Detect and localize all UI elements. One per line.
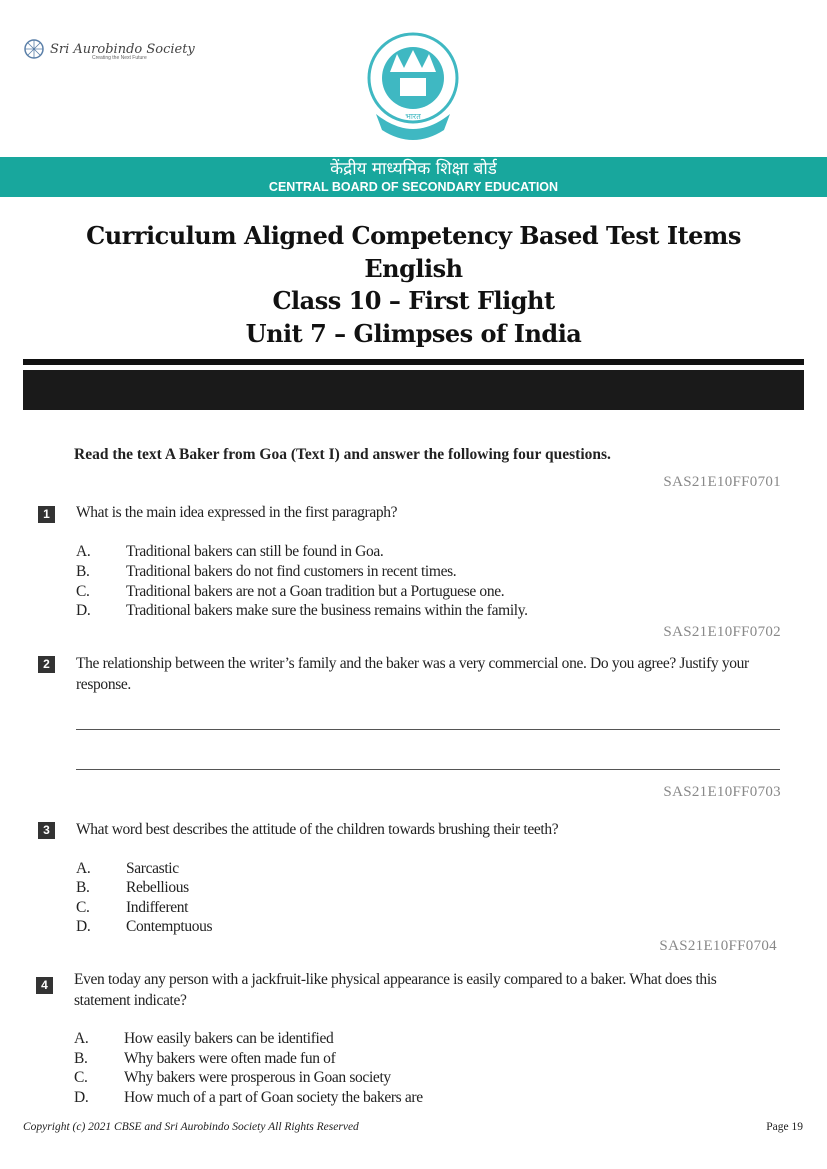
question-text: Even today any person with a jackfruit-like physical appearance is easily compared to a baker. What does this statement indicate?: [74, 971, 717, 1009]
question-text: What is the main idea expressed in the first paragraph?: [76, 504, 398, 521]
divider: [23, 359, 804, 365]
unit-title: Unit 7 – Glimpses of India: [245, 318, 582, 348]
title-line: Curriculum Aligned Competency Based Test Items: [86, 221, 741, 250]
question-number: 1: [38, 506, 55, 523]
page-number: Page 19: [766, 1121, 803, 1133]
instruction: Read the text A Baker from Goa (Text I) and answer the following four questions.: [74, 446, 611, 463]
banner-english: CENTRAL BOARD OF SECONDARY EDUCATION: [268, 180, 559, 194]
worksheet-page: Sri Aurobindo Society Creating the Next Future भारत केंद्रीय माध्यमिक शिक्षा बोर्ड CENTRAL BOARD OF SECONDARY EDUCATION Curriculum Aligned Competency Based Test Items English Class 10 – First Flight Unit 7 – Glimpses of India Read the text A Baker from Goa (Text I) and answer the following four questions. SAS21E10FF0701 1 What is the main idea expressed in the first paragraph? A. Traditional bakers can still be found in Goa. B. Traditional bakers do not find customers in recent times. C. Traditional bakers are not a Goan tradition but a Portuguese one. D. Traditional bakers make sure the business remains within the family. SAS21E10FF0702 2 The relationship between the writer’s family and the baker was a very commercial one. Do you agree? Justify your response. SAS21E10FF0703 3 What word best describes the attitude of the children towards brushing their teeth? A. Sarcastic B. Rebellious C. Indifferent D. Contemptuous SAS21E10FF0704 4 Even today any person with a jackfruit-like physical appearance is easily compared to a baker. What does this statement indicate? A. How easily bakers can be identified B. Why bakers were often made fun of C. Why bakers were prosperous in Goan society D. How much of a part of Goan society the bakers are Copyright (c) 2021 CBSE and Sri Aurobindo Society All Rights Reserved Page 19: [0, 0, 827, 1169]
svg-text:भारत: भारत: [405, 112, 421, 121]
document-title: [0, 220, 827, 350]
black-bar: [23, 370, 804, 410]
globe-icon: [22, 38, 46, 60]
banner-hindi: केंद्रीय माध्यमिक शिक्षा बोर्ड: [330, 159, 497, 179]
question-code: SAS21E10FF0703: [663, 784, 781, 800]
question-code: SAS21E10FF0704: [659, 938, 777, 954]
subject: English: [364, 253, 463, 283]
question-code: SAS21E10FF0701: [663, 474, 781, 490]
question-text: The relationship between the writer’s family and the baker was a very commercial one. Do you agree? Justify your response.: [76, 655, 749, 693]
sas-logo: Sri Aurobindo Society Creating the Next Future: [22, 38, 195, 60]
question-number: 3: [38, 822, 55, 839]
question-number: 4: [36, 977, 53, 994]
question-code: SAS21E10FF0702: [663, 624, 781, 640]
class-book: Class 10 – First Flight: [272, 286, 555, 315]
answer-line[interactable]: [76, 729, 780, 730]
answer-line[interactable]: [76, 769, 780, 770]
cbse-banner: [0, 157, 827, 197]
question-number: 2: [38, 656, 55, 673]
question-text: What word best describes the attitude of the children towards brushing their teeth?: [76, 821, 559, 838]
copyright: Copyright (c) 2021 CBSE and Sri Aurobindo Society All Rights Reserved: [23, 1121, 359, 1133]
cbse-emblem: [364, 32, 462, 144]
